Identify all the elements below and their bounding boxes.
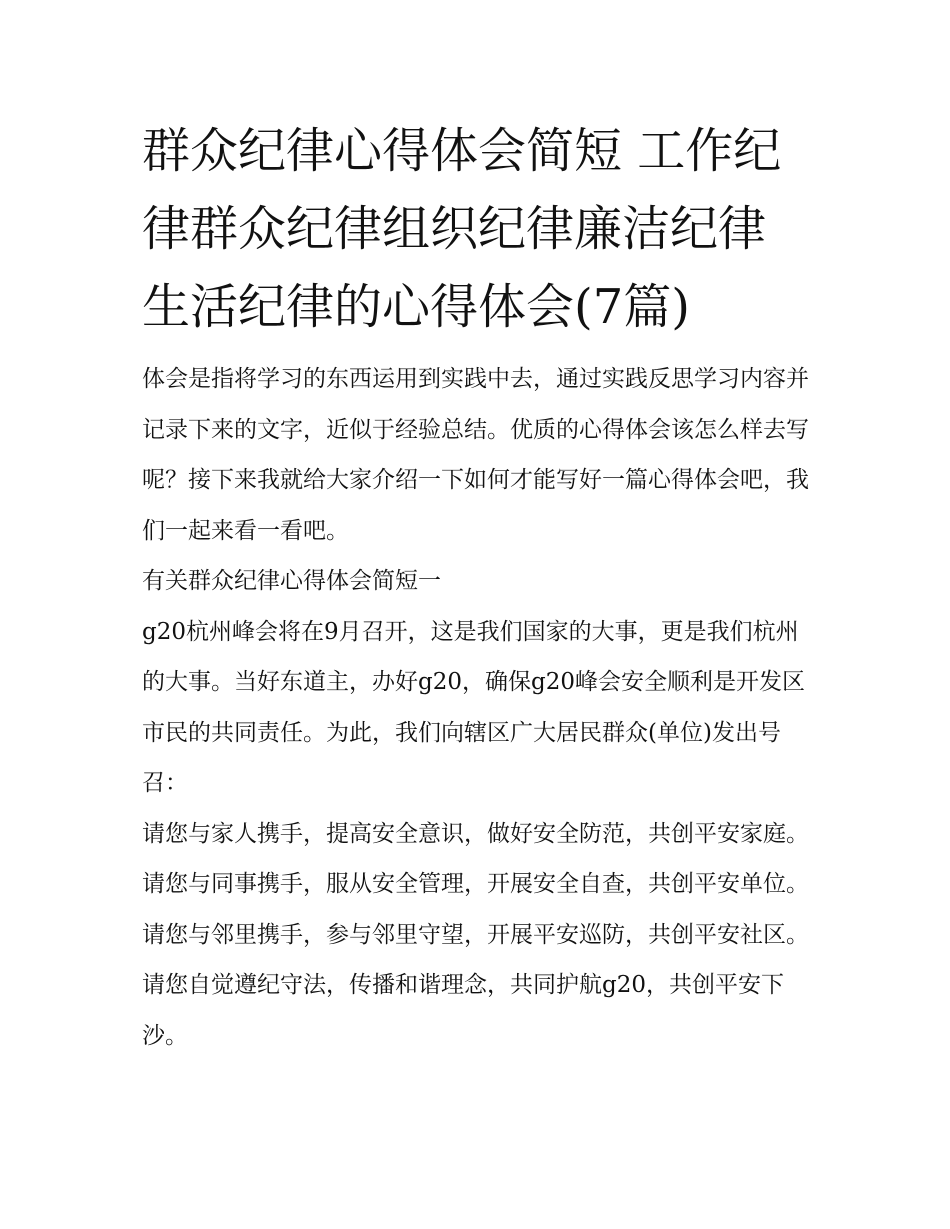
- body-paragraph: 请您与邻里携手，参与邻里守望，开展平安巡防，共创平安社区。 请您自觉遵纪守法，传播和谐理念，共同护航g20，共创平安下沙。: [142, 921, 809, 1049]
- document-page: [142, 112, 812, 1061]
- intro-paragraph: 体会是指将学习的东西运用到实践中去，通过实践反思学习内容并记录下来的文字，近似于经验总结。优质的心得体会该怎么样去写呢？接下来我就给大家介绍一下如何才能写好一篇心得体会吧，我们一起来看一看吧。: [142, 366, 809, 544]
- body-paragraph: 请您与家人携手，提高安全意识，做好安全防范，共创平安家庭。 请您与同事携手，服从安全管理，开展安全自查，共创平安单位。: [142, 820, 809, 897]
- section-heading: 有关群众纪律心得体会简短一: [142, 568, 441, 594]
- body-paragraph: g20杭州峰会将在9月召开，这是我们国家的大事，更是我们杭州的大事。当好东道主，办好g20，确保g20峰会安全顺利是开发区市民的共同责任。为此，我们向辖区广大居民群众(单位)发出号召：: [142, 618, 805, 796]
- document-title: 群众纪律心得体会简短 工作纪律群众纪律组织纪律廉洁纪律生活纪律的心得体会(7篇): [142, 123, 782, 335]
